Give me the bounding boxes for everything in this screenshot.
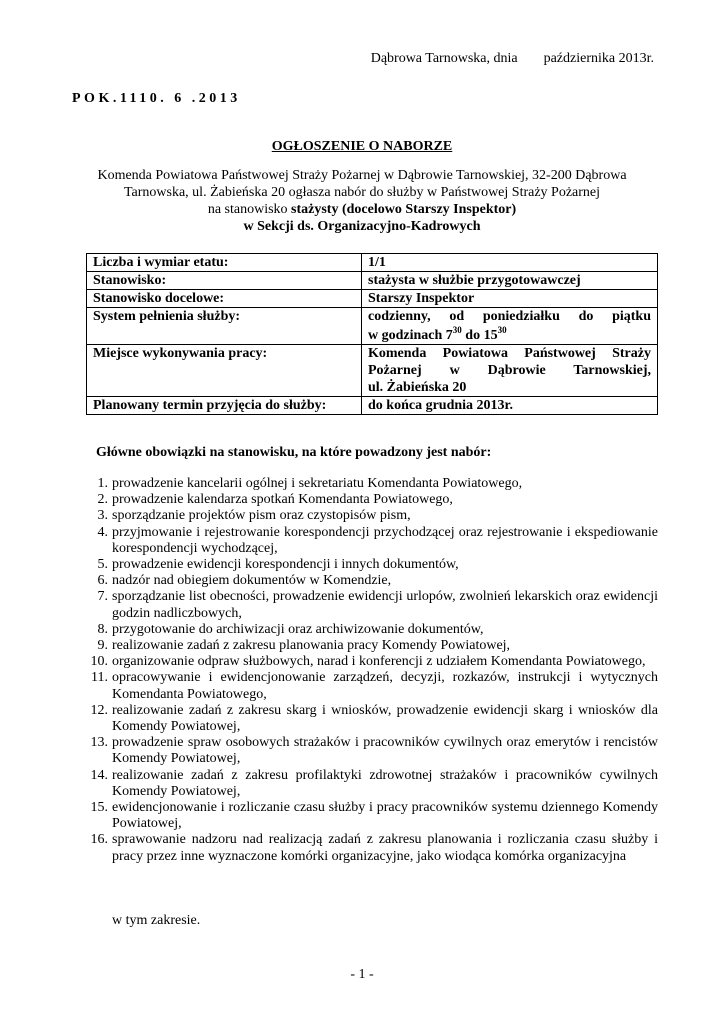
item-number: 2. — [97, 492, 108, 508]
list-item — [86, 525, 658, 557]
item-text: sprawowanie nadzoru nad realizacją zadań z zakresu planowania i rozliczania czasu służby i pracy przez inne wyznaczone komórki organizacyjne, jako wiodąca komórka organizacyjna — [112, 832, 658, 864]
table-value: 1/1 — [362, 254, 658, 272]
item-text: sporządzanie projektów pism oraz czystopisów pism, — [112, 508, 411, 524]
item-text: organizowanie odpraw służbowych, narad i konferencji z udziałem Komendanta Powiatowego, — [112, 654, 646, 670]
intro-position-line — [80, 201, 644, 218]
item-number: 16. — [90, 832, 108, 848]
place-and-date — [371, 50, 654, 67]
item-text: sporządzanie list obecności, prowadzenie ewidencji urlopów, zwolnień lekarskich oraz ewidencji godzin nadliczbowych, — [112, 589, 658, 621]
table-label: Stanowisko: — [87, 272, 362, 290]
announcement-title: OGŁOSZENIE O NABORZE — [271, 139, 453, 154]
table-row — [87, 345, 658, 397]
item-text: prowadzenie ewidencji korespondencji i innych dokumentów, — [112, 557, 459, 573]
table-value: do końca grudnia 2013r. — [362, 397, 658, 415]
item-text: realizowanie zadań z zakresu planowania pracy Komendy Powiatowej, — [112, 638, 511, 654]
intro-section-name: w Sekcji ds. Organizacyjno-Kadrowych — [243, 219, 481, 234]
hours-to-minutes: 30 — [497, 325, 507, 335]
place-date-text: Dąbrowa Tarnowska, dnia — [370, 51, 518, 66]
item-number: 9. — [97, 638, 108, 654]
list-item — [86, 703, 658, 735]
item-number: 14. — [90, 767, 108, 783]
item-text: realizowanie zadań z zakresu profilaktyki zdrowotnej strażaków i pracowników cywilnych Komendy Powiatowej, — [112, 767, 658, 799]
item-number: 5. — [97, 557, 108, 573]
table-value: Starszy Inspektor — [362, 290, 658, 308]
hours-from-minutes: 30 — [452, 325, 462, 335]
workplace-line: Komenda Powiatowa Państwowej Straży — [368, 346, 651, 361]
list-item — [86, 638, 658, 654]
table-value — [362, 345, 658, 397]
duties-heading: Główne obowiązki na stanowisku, na które powadzony jest nabór: — [96, 445, 492, 460]
list-item — [86, 670, 658, 702]
table-label: Planowany termin przyjęcia do służby: — [87, 397, 362, 415]
item-text: przyjmowanie i rejestrowanie korespondencji przychodzącej oraz rejestrowanie i ekspediowanie korespondencji wychodzącej, — [112, 524, 658, 556]
list-item — [86, 735, 658, 767]
list-item — [86, 573, 658, 589]
table-value: stażysta w służbie przygotowawczej — [362, 272, 658, 290]
item-text: prowadzenie kalendarza spotkań Komendanta Powiatowego, — [112, 492, 453, 508]
table-label: Miejsce wykonywania pracy: — [87, 345, 362, 397]
intro-paragraph — [80, 167, 644, 235]
item-number: 12. — [90, 702, 108, 718]
workplace-line: Pożarnej w Dąbrowie Tarnowskiej, — [368, 363, 651, 378]
list-item — [86, 800, 658, 832]
list-item — [86, 476, 658, 492]
table-row — [87, 254, 658, 272]
list-item — [86, 508, 658, 524]
table-label: Liczba i wymiar etatu: — [87, 254, 362, 272]
page-number: - 1 - — [350, 967, 374, 982]
item-text: prowadzenie kancelarii ogólnej i sekretariatu Komendanta Powiatowego, — [112, 476, 523, 491]
table-label: Stanowisko docelowe: — [87, 290, 362, 308]
item-number: 1. — [97, 476, 108, 491]
item-number: 3. — [97, 508, 108, 524]
duties-list — [86, 476, 658, 865]
reference-number: POK.1110. 6 .2013 — [72, 91, 241, 106]
intro-position-name: stażysty (docelowo Starszy Inspektor) — [291, 202, 517, 217]
item-number: 15. — [90, 800, 108, 816]
list-item — [86, 654, 658, 670]
intro-section-line — [80, 218, 644, 235]
item-text: opracowywanie i ewidencjonowanie zarządzeń, decyzji, rozkazów, instrukcji i wytycznych Komendanta Powiatowego, — [112, 670, 658, 702]
item-number: 7. — [97, 589, 108, 605]
table-row — [87, 290, 658, 308]
duties-tail: w tym zakresie. — [112, 913, 201, 928]
item-text: prowadzenie spraw osobowych strażaków i pracowników cywilnych oraz emerytów i rencistów Komendy Powiatowej, — [112, 735, 658, 767]
item-number: 4. — [97, 524, 108, 540]
item-number: 6. — [97, 573, 108, 589]
list-item — [86, 768, 658, 800]
item-number: 8. — [97, 621, 108, 637]
table-row — [87, 272, 658, 290]
service-hours-line — [368, 325, 651, 344]
item-text: realizowanie zadań z zakresu skarg i wniosków, prowadzenie ewidencji skarg i wniosków dla Komendy Powiatowej, — [112, 702, 658, 735]
list-item — [86, 492, 658, 508]
item-text: ewidencjonowanie i rozliczanie czasu służby i pracy pracowników systemu dziennego Komendy Powiatowej, — [112, 800, 658, 832]
workplace-line: ul. Żabieńska 20 — [368, 380, 467, 395]
month-year-text: października 2013r. — [543, 51, 654, 66]
item-number: 10. — [90, 654, 108, 670]
list-item — [86, 557, 658, 573]
list-item — [86, 589, 658, 621]
item-number: 13. — [90, 735, 108, 751]
table-value — [362, 308, 658, 345]
hours-from-text: w godzinach 7 — [368, 328, 453, 343]
hours-to-text: do 15 — [461, 328, 498, 343]
service-system-line: codzienny, od poniedziałku do piątku — [368, 309, 651, 324]
table-label: System pełnienia służby: — [87, 308, 362, 345]
intro-position-prefix: na stanowisko — [207, 202, 288, 217]
list-item — [86, 622, 658, 638]
position-info-table — [86, 253, 658, 415]
list-item — [86, 832, 658, 864]
item-text: przygotowanie do archiwizacji oraz archiwizowanie dokumentów, — [112, 621, 484, 637]
table-row — [87, 397, 658, 415]
table-row — [87, 308, 658, 345]
intro-line: Komenda Powiatowa Państwowej Straży Pożarnej w Dąbrowie Tarnowskiej, 32-200 Dąbrowa Tarnowska, ul. Żabieńska 20 ogłasza nabór do służby w Państwowej Straży Pożarnej — [97, 168, 627, 200]
item-number: 11. — [91, 670, 108, 686]
item-text: nadzór nad obiegiem dokumentów w Komendzie, — [112, 573, 392, 589]
